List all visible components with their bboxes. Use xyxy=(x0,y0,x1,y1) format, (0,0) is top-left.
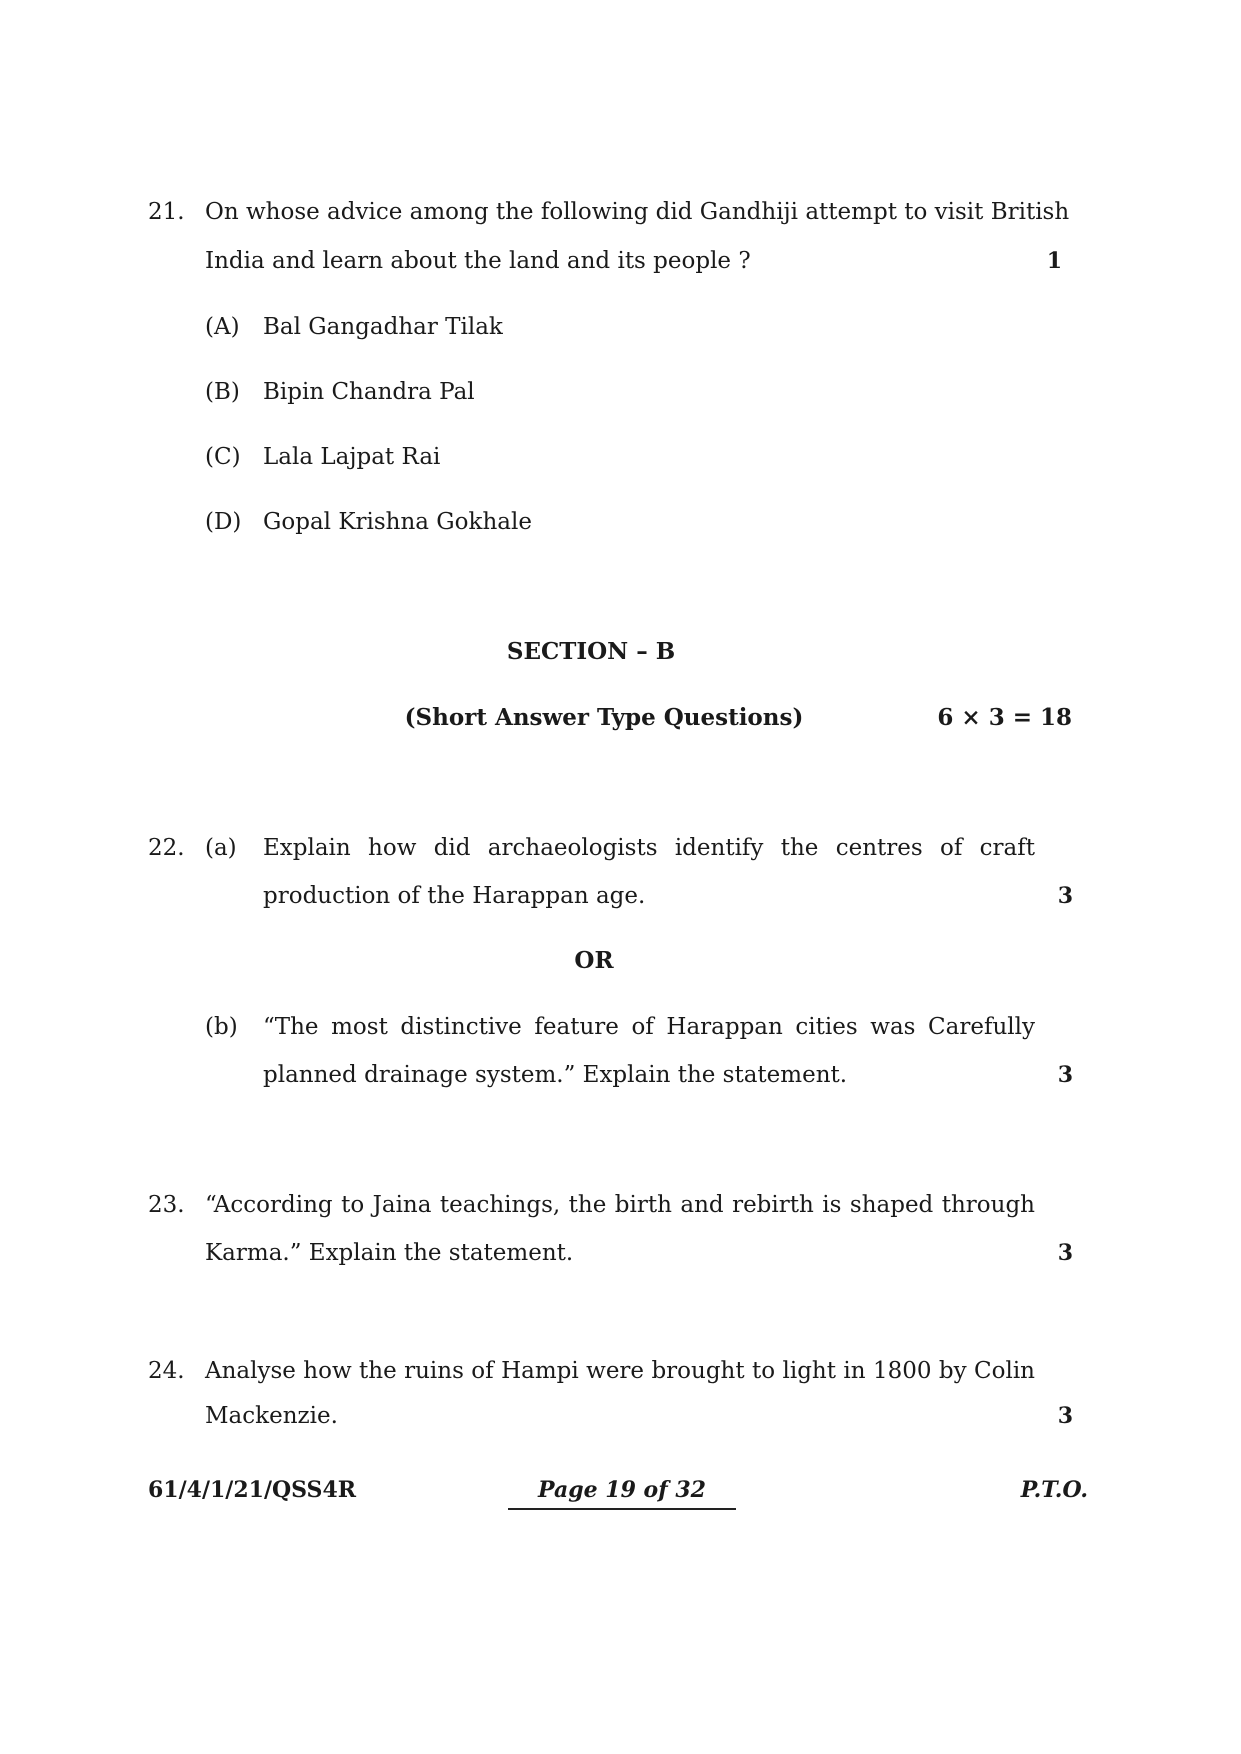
question-22b-marks: 3 xyxy=(1057,1062,1073,1088)
question-23-text-line2: Karma.” Explain the statement. xyxy=(205,1240,574,1266)
paper-code: 61/4/1/21/QSS4R xyxy=(148,1477,357,1503)
question-22b-label: (b) xyxy=(205,1014,238,1040)
question-22b-text-line2: planned drainage system.” Explain the statement. xyxy=(263,1062,848,1088)
option-b-label: (B) xyxy=(205,379,240,405)
page-number-underline xyxy=(508,1508,736,1510)
question-23-number: 23. xyxy=(148,1192,185,1218)
option-b-text: Bipin Chandra Pal xyxy=(263,379,475,405)
question-22a-label: (a) xyxy=(205,835,237,861)
pto-label: P.T.O. xyxy=(1020,1477,1088,1503)
option-a-label: (A) xyxy=(205,314,240,340)
question-24-text-line1: Analyse how the ruins of Hampi were brought to light in 1800 by Colin xyxy=(205,1358,1035,1384)
question-21-text-line2: India and learn about the land and its people ? xyxy=(205,248,751,274)
option-d-label: (D) xyxy=(205,509,242,535)
question-23-text-line1: “According to Jaina teachings, the birth and rebirth is shaped through xyxy=(205,1192,1035,1218)
question-22-number: 22. xyxy=(148,835,185,861)
question-24-marks: 3 xyxy=(1057,1403,1073,1429)
option-a-text: Bal Gangadhar Tilak xyxy=(263,314,503,340)
question-21-text-line1: On whose advice among the following did Gandhiji attempt to visit British xyxy=(205,199,1070,225)
option-d-text: Gopal Krishna Gokhale xyxy=(263,509,532,535)
question-22a-text-line1: Explain how did archaeologists identify the centres of craft xyxy=(263,835,1035,861)
option-c-text: Lala Lajpat Rai xyxy=(263,444,441,470)
question-23-marks: 3 xyxy=(1057,1240,1073,1266)
question-21-number: 21. xyxy=(148,199,185,225)
section-marks-scheme: 6 × 3 = 18 xyxy=(937,704,1072,731)
question-21-marks: 1 xyxy=(1046,248,1062,274)
question-22a-text-line2: production of the Harappan age. xyxy=(263,883,646,909)
question-24-text-line2: Mackenzie. xyxy=(205,1403,338,1429)
section-title: SECTION – B xyxy=(506,638,676,665)
question-22a-marks: 3 xyxy=(1057,883,1073,909)
option-c-label: (C) xyxy=(205,444,241,470)
or-separator: OR xyxy=(574,947,614,974)
question-22b-text-line1: “The most distinctive feature of Harappan cities was Carefully xyxy=(263,1014,1035,1040)
section-subtitle: (Short Answer Type Questions) xyxy=(404,704,804,731)
page-number: Page 19 of 32 xyxy=(538,1477,706,1503)
question-24-number: 24. xyxy=(148,1358,185,1384)
